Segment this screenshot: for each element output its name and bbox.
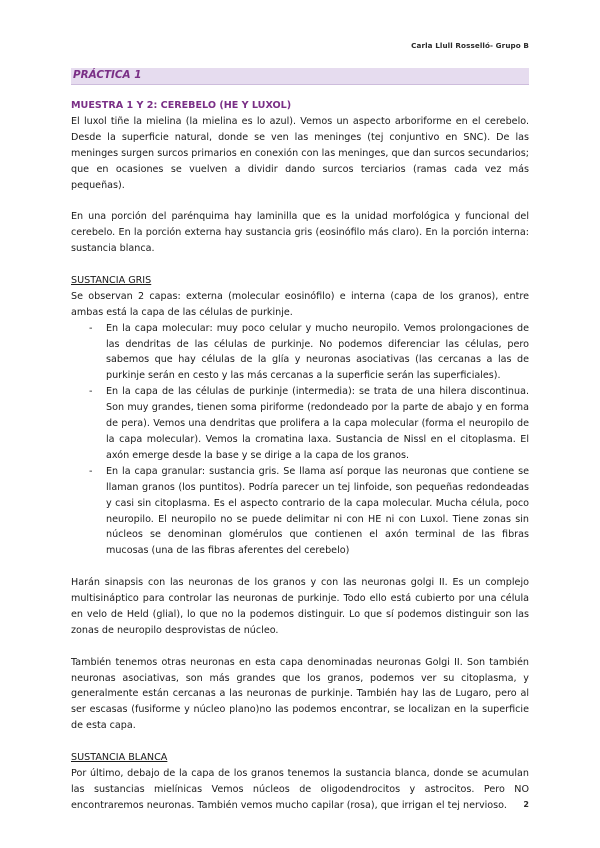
paragraph-capas: Se observan 2 capas: externa (molecular eosinófilo) e interna (capa de los granos), entre ambas está la capa de las células de purkinje.	[71, 290, 529, 318]
paragraph-sustancia-blanca: Por último, debajo de la capa de los granos tenemos la sustancia blanca, donde se acumulan las sustancias mielínicas Vemos núcleos de oligodendrocitos y astrocitos. Pero NO encontraremos neuronas. También vemos mucho capilar (rosa), que irrigan el tej nervioso.	[71, 767, 529, 811]
list-item-text: En la capa de las células de purkinje (intermedia): se trata de una hilera discontinua. Son muy grandes, tienen soma piriforme (redondeado por la parte de abajo y en forma de pera). Vemos una dendritas que prolifera a la capa molecular (forma el neuropilo de la capa molecular). Vemos la cromatina laxa. Sustancia de Nissl en el citoplasma. El axón emerge desde la base y se dirige a la capa de los granos.	[106, 386, 529, 461]
paragraph-golgi: También tenemos otras neuronas en esta capa denominadas neuronas Golgi II. Son también neuronas asociativas, son más grandes que los granos, podemos ver su citoplasma, y generalmente están cercanas a las neuronas de purkinje. También hay las de Lugaro, pero al ser escasas (fusiforme y núcleo plano)no las podemos encontrar, se localizan en la superficie de esta capa.	[71, 656, 529, 732]
page-header-author: Carla Llull Rosselló- Grupo B	[411, 41, 529, 50]
heading-sustancia-blanca: SUSTANCIA BLANCA	[71, 752, 168, 764]
list-item	[71, 384, 529, 464]
capas-list	[71, 321, 529, 560]
list-item	[71, 321, 529, 385]
bullet-dash: -	[89, 465, 93, 477]
paragraph-sinapsis: Harán sinapsis con las neuronas de los granos y con las neuronas golgi II. Es un complejo multisináptico para controlar las neuronas de purkinje. Todo ello está cubierto por una célula en velo de Held (glial), lo que no la podemos distinguir. Lo que sí podemos distinguir son las zonas de neuropilo desprovistas de núcleo.	[71, 577, 529, 636]
heading-sustancia-gris: SUSTANCIA GRIS	[71, 274, 152, 286]
section-title-bar	[71, 68, 529, 85]
list-item-text: En la capa molecular: muy poco celular y mucho neuropilo. Vemos prolongaciones de las dendritas de las células de purkinje. No podemos diferenciar las células, pero sabemos que hay células de la glía y neuronas asociativas (las cercanas a las de purkinje serán en cesto y las más cercanas a la superficie serán las superficiales).	[106, 322, 529, 382]
document-body	[71, 98, 529, 814]
bullet-dash: -	[89, 386, 93, 398]
section-title: PRÁCTICA 1	[73, 69, 142, 81]
list-item-text: En la capa granular: sustancia gris. Se llama así porque las neuronas que contiene se llaman granos (los puntitos). Podría parecer un tej linfoide, son pequeñas redondeadas y casi sin citoplasma. Es el aspecto contrario de la capa molecular. Mucha célula, poco neuropilo. El neuropilo no se puede delimitar ni con HE ni con Luxol. Tiene zonas sin núcleos se denominan glomérulos que contienen el axón terminal de las fibras mucosas (una de las fibras aferentes del cerebelo)	[106, 465, 529, 557]
list-item	[71, 464, 529, 559]
sample-heading: MUESTRA 1 Y 2: CEREBELO (HE Y LUXOL)	[71, 100, 292, 111]
page-number: 2	[523, 800, 529, 809]
paragraph-parenquima: En una porción del parénquima hay laminilla que es la unidad morfológica y funcional del cerebelo. En la porción externa hay sustancia gris (eosinófilo más claro). En la porción interna: sustancia blanca.	[71, 211, 529, 255]
bullet-dash: -	[89, 322, 93, 334]
paragraph-luxol: El luxol tiñe la mielina (la mielina es lo azul). Vemos un aspecto arboriforme en el cerebelo. Desde la superficie natural, donde se ven las meninges (tej conjuntivo en SNC). De las meninges surgen surcos primarios en conexión con las meninges, que dan surcos secundarios; que en ocasiones se vuelven a dividir dando surcos terciarios (ramas cada vez más pequeñas).	[71, 115, 529, 191]
